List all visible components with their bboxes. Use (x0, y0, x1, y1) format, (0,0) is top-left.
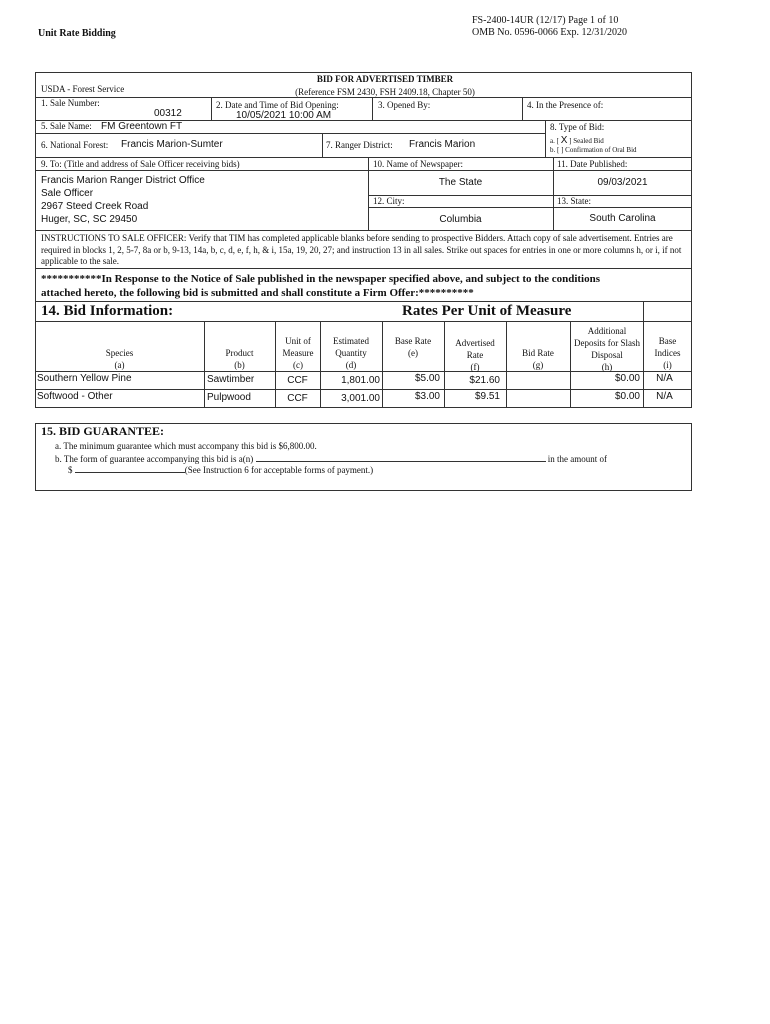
bid-rate-input[interactable] (508, 373, 568, 387)
base-rate-cell: $3.00 (414, 391, 440, 402)
date-published-label: 11. Date Published: (557, 159, 628, 169)
bid-opening-value[interactable]: 10/05/2021 10:00 AM (236, 110, 332, 121)
quantity-cell: 1,801.00 (341, 375, 380, 386)
sale-name-value[interactable]: FM Greentown FT (101, 121, 183, 132)
species-cell: Softwood - Other (37, 391, 113, 402)
ranger-district-value[interactable]: Francis Marion (409, 139, 476, 150)
newspaper-label: 10. Name of Newspaper: (373, 159, 463, 169)
column-header-base-rate: Base Rate (e) (394, 336, 432, 358)
column-header-unit-of-measure: Unit of Measure (c) (282, 336, 314, 370)
form-reference: (Reference FSM 2430, FSH 2409.18, Chapter 50) (295, 87, 475, 97)
column-header-base-indices: Base Indices (i) (654, 336, 681, 370)
sale-number-value[interactable]: 00312 (154, 108, 182, 119)
slash-deposit-cell: $0.00 (614, 391, 640, 402)
bid-type-label: 8. Type of Bid: (550, 122, 605, 132)
opened-by-label: 3. Opened By: (378, 100, 431, 110)
minimum-guarantee-text: a. The minimum guarantee which must accompany this bid is $6,800.00. (55, 441, 317, 451)
state-value[interactable]: South Carolina (589, 213, 656, 224)
bid-opening-label: 2. Date and Time of Bid Opening: (216, 100, 339, 110)
sale-name-label: 5. Sale Name: (41, 121, 92, 131)
slash-deposit-cell: $0.00 (614, 373, 640, 384)
unit-cell: CCF (287, 393, 308, 404)
city-value[interactable]: Columbia (439, 214, 482, 225)
bid-type-sealed[interactable] (550, 135, 604, 146)
form-number: FS-2400-14UR (12/17) Page 1 of 10 (472, 15, 619, 26)
unit-cell: CCF (287, 375, 308, 386)
address-line: Huger, SC, SC 29450 (41, 214, 138, 225)
species-cell: Southern Yellow Pine (37, 373, 132, 384)
advertised-rate-cell: $21.60 (469, 375, 500, 386)
form-title: BID FOR ADVERTISED TIMBER (316, 74, 454, 84)
ranger-district-label: 7. Ranger District: (326, 140, 393, 150)
city-label: 12. City: (373, 196, 405, 206)
column-header-estimated-quantity: Estimated Quantity (d) (333, 336, 369, 370)
bid-info-heading: 14. Bid Information: (41, 303, 174, 319)
presence-label: 4. In the Presence of: (527, 100, 604, 110)
response-statement (41, 272, 600, 300)
response-line: ***********In Response to the Notice of Sale published in the newspaper specified above, and subject to the conditions (41, 273, 601, 285)
bid-guarantee-title: 15. BID GUARANTEE: (41, 424, 165, 438)
guarantee-amount-line: $ (See Instruction 6 for acceptable forms of payment.) (68, 465, 374, 475)
guarantee-form-input[interactable] (256, 452, 546, 462)
omb-number: OMB No. 0596-0066 Exp. 12/31/2020 (472, 27, 627, 38)
address-line: Francis Marion Ranger District Office (41, 175, 205, 186)
column-header-product: Product (b) (225, 348, 254, 370)
guarantee-form-line: b. The form of guarantee accompanying this bid is a(n) in the amount of (55, 454, 608, 464)
bid-type-sealed-suffix: ] Sealed Bid (569, 137, 604, 145)
quantity-cell: 3,001.00 (341, 393, 380, 404)
column-header-slash-disposal: Additional Deposits for Slash Disposal (h) (574, 326, 640, 372)
sale-number-label: 1. Sale Number: (41, 98, 100, 108)
product-cell: Sawtimber (207, 374, 255, 385)
base-indices-cell: N/A (656, 391, 673, 402)
bid-type-sealed-prefix: a. [ (550, 137, 559, 145)
sale-officer-to-label: 9. To: (Title and address of Sale Officer receiving bids) (41, 159, 240, 169)
response-line: attached hereto, the following bid is submitted and shall constitute a Firm Offer:********** (41, 287, 474, 299)
state-label: 13. State: (557, 196, 591, 206)
product-cell: Pulpwood (207, 392, 251, 403)
page-header-title: Unit Rate Bidding (38, 28, 116, 39)
advertised-rate-cell: $9.51 (474, 391, 500, 402)
instructions-text: INSTRUCTIONS TO SALE OFFICER: Verify that TIM has completed applicable blanks before sending to prospective Bidders. Attach copy of sale advertisement. Entries are required in blocks 1, 2, 5-7, 8a or b, 9-13, 14a, b, c, d, e, f, h, & i, 15a, 19, 20, 27; and instruction 13 in all sales. Strike out spaces for entries in one or more columns h, or i, if not applicable to the sale. (41, 233, 682, 266)
column-header-species: Species (a) (105, 348, 134, 370)
address-line: Sale Officer (41, 188, 94, 199)
base-indices-cell: N/A (656, 373, 673, 384)
rates-heading: Rates Per Unit of Measure (402, 303, 572, 319)
date-published-value[interactable]: 09/03/2021 (597, 177, 648, 188)
national-forest-label: 6. National Forest: (41, 140, 109, 150)
national-forest-value[interactable]: Francis Marion-Sumter (121, 139, 223, 150)
sale-officer-address[interactable] (41, 174, 205, 226)
column-header-advertised-rate: Advertised Rate (f) (455, 338, 495, 372)
form-number-block (472, 15, 627, 39)
guarantee-amount-input[interactable] (75, 463, 185, 473)
address-line: 2967 Steed Creek Road (41, 201, 149, 212)
column-header-bid-rate: Bid Rate (g) (522, 348, 554, 370)
newspaper-value[interactable]: The State (438, 177, 483, 188)
sealed-bid-checkmark: X (560, 135, 568, 146)
bid-type-oral[interactable]: b. [ ] Confirmation of Oral Bid (550, 146, 637, 154)
bid-rate-input[interactable] (508, 391, 568, 405)
agency-label: USDA - Forest Service (41, 84, 125, 94)
base-rate-cell: $5.00 (414, 373, 440, 384)
